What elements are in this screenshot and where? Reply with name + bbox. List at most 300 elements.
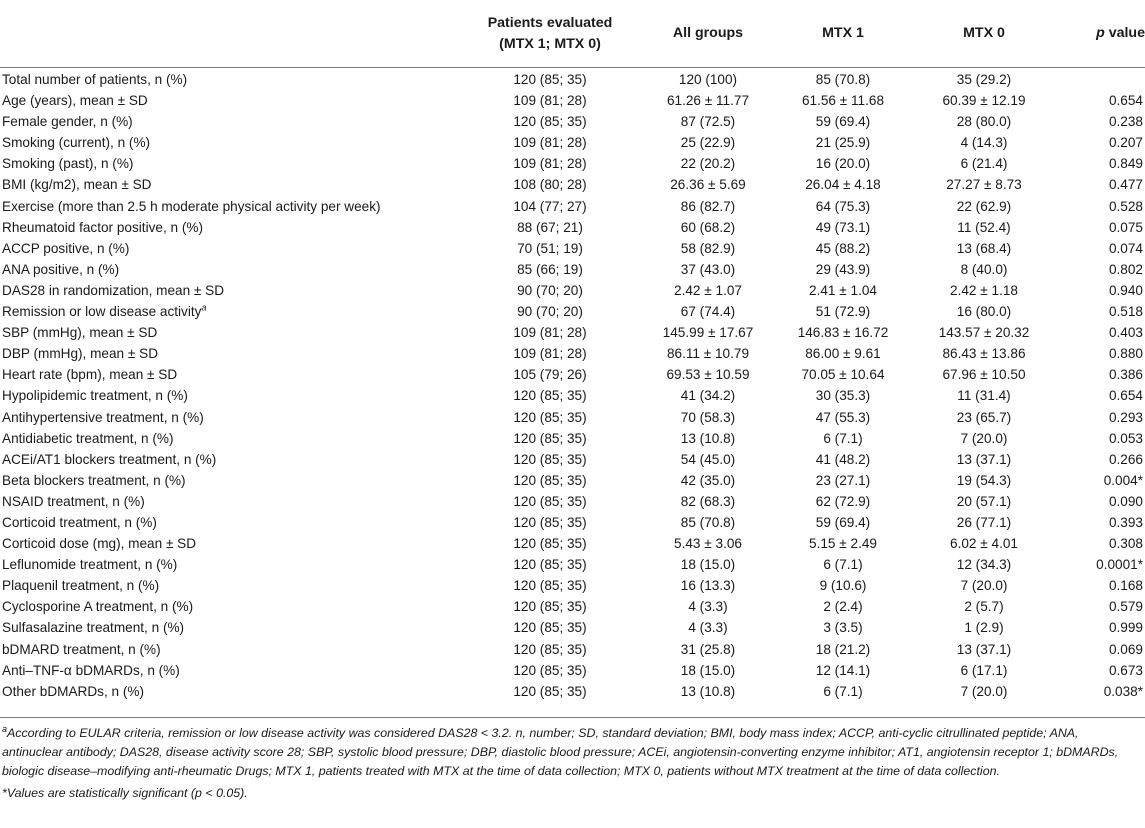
- cell-p-value: [1050, 575, 1145, 596]
- cell-all-groups: [648, 617, 768, 638]
- cell-mtx0: [918, 322, 1050, 343]
- cell-evaluated: [452, 491, 648, 512]
- cell-evaluated-text: 120 (85; 35): [513, 493, 587, 509]
- cell-mtx0-text: 143.57 ± 20.32: [938, 325, 1030, 341]
- row-label-text: SBP (mmHg), mean ± SD: [2, 325, 158, 341]
- cell-mtx0: [918, 639, 1050, 660]
- table-row: [0, 407, 1145, 428]
- data-table-body: [0, 69, 1145, 702]
- cell-p-value: [1050, 174, 1145, 195]
- cell-mtx1: [768, 69, 918, 90]
- cell-evaluated-text: 120 (85; 35): [513, 599, 587, 615]
- cell-p-value-text: 0.293: [1108, 409, 1143, 425]
- cell-mtx1-text: 86.00 ± 9.61: [805, 346, 881, 362]
- header-mtx0: MTX 0: [963, 25, 1005, 41]
- cell-all-groups: [648, 301, 768, 322]
- footnote-a-marker: a: [2, 723, 8, 734]
- cell-mtx0-text: 12 (34.3): [956, 557, 1012, 573]
- cell-mtx1: [768, 217, 918, 238]
- cell-all-groups: [648, 407, 768, 428]
- cell-mtx1: [768, 596, 918, 617]
- cell-evaluated-text: 120 (85; 35): [513, 620, 587, 636]
- cell-mtx0-text: 60.39 ± 12.19: [942, 93, 1026, 109]
- row-label: [0, 132, 452, 153]
- header-p-italic: p: [1096, 25, 1105, 41]
- row-label: [0, 660, 452, 681]
- table-row: [0, 280, 1145, 301]
- cell-all-groups: [648, 196, 768, 217]
- cell-mtx0-text: 8 (40.0): [960, 261, 1008, 277]
- row-label: [0, 681, 452, 702]
- cell-mtx0-text: 13 (68.4): [956, 240, 1012, 256]
- cell-mtx0-text: 23 (65.7): [956, 409, 1012, 425]
- header-mtx1: MTX 1: [822, 25, 864, 41]
- cell-all-groups: [648, 575, 768, 596]
- cell-p-value-text: 0.403: [1108, 325, 1143, 341]
- cell-all-groups-text: 13 (10.8): [680, 430, 736, 446]
- cell-mtx0: [918, 428, 1050, 449]
- table-row: [0, 533, 1145, 554]
- cell-all-groups: [648, 554, 768, 575]
- cell-all-groups: [648, 238, 768, 259]
- table-row: [0, 364, 1145, 385]
- row-label-text: Smoking (past), n (%): [2, 156, 134, 172]
- cell-evaluated: [452, 575, 648, 596]
- cell-p-value: [1050, 90, 1145, 111]
- cell-p-value: [1050, 596, 1145, 617]
- data-table: [0, 69, 1145, 702]
- cell-mtx0: [918, 153, 1050, 174]
- cell-evaluated-text: 109 (81; 28): [513, 93, 587, 109]
- row-label-text: Other bDMARDs, n (%): [2, 683, 145, 699]
- table-row: [0, 385, 1145, 406]
- cell-mtx0: [918, 660, 1050, 681]
- cell-mtx1: [768, 428, 918, 449]
- cell-mtx1-text: 51 (72.9): [815, 304, 871, 320]
- cell-mtx0-text: 4 (14.3): [960, 135, 1008, 151]
- row-label: [0, 90, 452, 111]
- cell-mtx0: [918, 491, 1050, 512]
- cell-p-value-text: 0.266: [1108, 451, 1143, 467]
- cell-evaluated-text: 120 (85; 35): [513, 114, 587, 130]
- cell-mtx1: [768, 639, 918, 660]
- row-label-text: Beta blockers treatment, n (%): [2, 472, 186, 488]
- cell-mtx1: [768, 153, 918, 174]
- cell-mtx1: [768, 322, 918, 343]
- cell-evaluated-text: 109 (81; 28): [513, 346, 587, 362]
- row-label: [0, 301, 452, 322]
- cell-mtx0-text: 7 (20.0): [960, 578, 1008, 594]
- row-label: [0, 385, 452, 406]
- cell-all-groups: [648, 470, 768, 491]
- cell-evaluated: [452, 533, 648, 554]
- table-bottom-rule: [0, 717, 1145, 718]
- row-label-text: Exercise (more than 2.5 h moderate physical activity per week): [2, 198, 381, 214]
- cell-all-groups-text: 25 (22.9): [680, 135, 736, 151]
- cell-p-value: [1050, 639, 1145, 660]
- cell-mtx0: [918, 470, 1050, 491]
- cell-mtx1-text: 47 (55.3): [815, 409, 871, 425]
- cell-p-value-text: 0.069: [1108, 641, 1143, 657]
- table-row: [0, 132, 1145, 153]
- cell-all-groups: [648, 132, 768, 153]
- cell-mtx0: [918, 174, 1050, 195]
- cell-p-value-text: 0.074: [1108, 240, 1143, 256]
- footnote-marker: a: [201, 302, 207, 313]
- cell-all-groups-text: 86.11 ± 10.79: [666, 346, 750, 362]
- table-row: [0, 428, 1145, 449]
- row-label-text: ACEi/AT1 blockers treatment, n (%): [2, 451, 217, 467]
- cell-mtx0: [918, 407, 1050, 428]
- row-label: [0, 69, 452, 90]
- cell-p-value: [1050, 491, 1145, 512]
- cell-mtx1: [768, 660, 918, 681]
- row-label: [0, 153, 452, 174]
- cell-mtx0-text: 6.02 ± 4.01: [950, 536, 1018, 552]
- cell-all-groups-text: 69.53 ± 10.59: [666, 367, 750, 383]
- cell-p-value-text: 0.999: [1108, 620, 1143, 636]
- cell-mtx1-text: 62 (72.9): [815, 493, 871, 509]
- cell-all-groups: [648, 259, 768, 280]
- cell-mtx0-text: 7 (20.0): [960, 683, 1008, 699]
- cell-mtx1-text: 3 (3.5): [823, 620, 863, 636]
- cell-evaluated: [452, 69, 648, 90]
- cell-evaluated: [452, 639, 648, 660]
- cell-evaluated: [452, 90, 648, 111]
- cell-mtx1: [768, 681, 918, 702]
- table-row: [0, 617, 1145, 638]
- cell-all-groups: [648, 428, 768, 449]
- row-label-text: Plaquenil treatment, n (%): [2, 578, 160, 594]
- cell-mtx0-text: 35 (29.2): [956, 72, 1012, 87]
- table-row: [0, 174, 1145, 195]
- cell-evaluated-text: 120 (85; 35): [513, 662, 587, 678]
- row-label-text: Heart rate (bpm), mean ± SD: [2, 367, 178, 383]
- cell-all-groups: [648, 322, 768, 343]
- cell-mtx0-text: 13 (37.1): [956, 451, 1012, 467]
- row-label: [0, 238, 452, 259]
- cell-mtx0: [918, 217, 1050, 238]
- table-row: [0, 343, 1145, 364]
- row-label-text: DAS28 in randomization, mean ± SD: [2, 282, 225, 298]
- cell-all-groups-text: 16 (13.3): [680, 578, 736, 594]
- cell-mtx1-text: 9 (10.6): [819, 578, 867, 594]
- row-label: [0, 512, 452, 533]
- cell-p-value-text: 0.518: [1108, 304, 1143, 320]
- row-label-text: NSAID treatment, n (%): [2, 493, 145, 509]
- cell-mtx0: [918, 196, 1050, 217]
- cell-all-groups: [648, 512, 768, 533]
- row-label-text: Remission or low disease activity: [2, 304, 202, 320]
- table-row: [0, 470, 1145, 491]
- cell-evaluated: [452, 407, 648, 428]
- cell-p-value-text: 0.528: [1108, 198, 1143, 214]
- cell-evaluated-text: 120 (85; 35): [513, 683, 587, 699]
- cell-all-groups-text: 85 (70.8): [680, 514, 736, 530]
- table-row: [0, 639, 1145, 660]
- cell-p-value: [1050, 132, 1145, 153]
- cell-mtx0: [918, 385, 1050, 406]
- cell-mtx0-text: 6 (21.4): [960, 156, 1008, 172]
- cell-mtx1-text: 12 (14.1): [815, 662, 871, 678]
- cell-mtx0-text: 11 (31.4): [957, 388, 1011, 404]
- cell-all-groups: [648, 174, 768, 195]
- cell-evaluated-text: 120 (85; 35): [513, 557, 587, 573]
- cell-mtx1-text: 2 (2.4): [823, 599, 863, 615]
- cell-mtx1: [768, 533, 918, 554]
- cell-p-value-text: 0.038*: [1103, 683, 1143, 699]
- row-label-text: Corticoid treatment, n (%): [2, 514, 157, 530]
- cell-all-groups-text: 5.43 ± 3.06: [674, 536, 742, 552]
- table-row: [0, 69, 1145, 90]
- cell-all-groups-text: 61.26 ± 11.77: [666, 93, 750, 109]
- cell-p-value-text: 0.673: [1108, 662, 1143, 678]
- cell-all-groups-text: 120 (100): [678, 72, 738, 87]
- table-row: [0, 111, 1145, 132]
- cell-all-groups-text: 26.36 ± 5.69: [670, 177, 746, 193]
- cell-evaluated-text: 70 (51; 19): [517, 240, 583, 256]
- table-row: [0, 554, 1145, 575]
- table-row: [0, 681, 1145, 702]
- cell-p-value: [1050, 111, 1145, 132]
- cell-mtx1-text: 45 (88.2): [815, 240, 871, 256]
- row-label: [0, 449, 452, 470]
- cell-mtx0: [918, 364, 1050, 385]
- row-label: [0, 596, 452, 617]
- cell-all-groups-text: 4 (3.3): [688, 620, 728, 636]
- row-label: [0, 533, 452, 554]
- cell-all-groups-text: 41 (34.2): [680, 388, 736, 404]
- cell-all-groups: [648, 660, 768, 681]
- cell-all-groups: [648, 280, 768, 301]
- row-label: [0, 407, 452, 428]
- row-label: [0, 174, 452, 195]
- cell-evaluated-text: 120 (85; 35): [513, 472, 587, 488]
- cell-mtx1: [768, 132, 918, 153]
- cell-all-groups-text: 67 (74.4): [680, 304, 736, 320]
- cell-mtx0: [918, 512, 1050, 533]
- cell-mtx1: [768, 407, 918, 428]
- row-label-text: BMI (kg/m2), mean ± SD: [2, 177, 152, 193]
- cell-evaluated: [452, 238, 648, 259]
- row-label: [0, 280, 452, 301]
- cell-p-value-text: 0.654: [1108, 388, 1143, 404]
- cell-all-groups: [648, 111, 768, 132]
- cell-mtx0-text: 20 (57.1): [956, 493, 1012, 509]
- cell-mtx0: [918, 449, 1050, 470]
- cell-mtx1-text: 16 (20.0): [815, 156, 871, 172]
- cell-mtx0-text: 22 (62.9): [956, 198, 1012, 214]
- cell-evaluated-text: 88 (67; 21): [517, 219, 583, 235]
- cell-mtx1: [768, 111, 918, 132]
- cell-p-value-text: 0.075: [1108, 219, 1143, 235]
- cell-p-value-text: 0.053: [1108, 430, 1143, 446]
- cell-mtx1-text: 29 (43.9): [815, 261, 871, 277]
- cell-p-value-text: 0.090: [1108, 493, 1143, 509]
- cell-p-value-text: 0.168: [1108, 578, 1143, 594]
- cell-evaluated: [452, 301, 648, 322]
- row-label-text: Corticoid dose (mg), mean ± SD: [2, 536, 197, 552]
- cell-mtx0-text: 13 (37.1): [956, 641, 1012, 657]
- row-label-text: ACCP positive, n (%): [2, 240, 130, 256]
- cell-evaluated: [452, 554, 648, 575]
- cell-p-value: [1050, 617, 1145, 638]
- cell-mtx1-text: 30 (35.3): [815, 388, 871, 404]
- cell-evaluated: [452, 259, 648, 280]
- cell-all-groups-text: 18 (15.0): [680, 557, 736, 573]
- row-label: [0, 259, 452, 280]
- cell-evaluated-text: 109 (81; 28): [513, 135, 587, 151]
- cell-all-groups: [648, 533, 768, 554]
- cell-p-value: [1050, 470, 1145, 491]
- cell-mtx1-text: 23 (27.1): [815, 472, 871, 488]
- cell-all-groups-text: 4 (3.3): [688, 599, 728, 615]
- cell-mtx0: [918, 681, 1050, 702]
- cell-mtx0: [918, 69, 1050, 90]
- cell-evaluated: [452, 111, 648, 132]
- cell-mtx1-text: 64 (75.3): [815, 198, 871, 214]
- row-label: [0, 111, 452, 132]
- cell-evaluated: [452, 428, 648, 449]
- cell-p-value: [1050, 512, 1145, 533]
- cell-mtx0: [918, 90, 1050, 111]
- cell-evaluated: [452, 217, 648, 238]
- cell-evaluated-text: 120 (85; 35): [513, 578, 587, 594]
- table-row: [0, 196, 1145, 217]
- table-row: [0, 301, 1145, 322]
- header-evaluated: [452, 0, 648, 67]
- cell-p-value: [1050, 681, 1145, 702]
- cell-mtx1-text: 61.56 ± 11.68: [801, 93, 885, 109]
- cell-all-groups: [648, 343, 768, 364]
- cell-all-groups-text: 18 (15.0): [680, 662, 736, 678]
- cell-mtx0-text: 86.43 ± 13.86: [942, 346, 1026, 362]
- cell-mtx0: [918, 343, 1050, 364]
- cell-mtx0-text: 1 (2.9): [964, 620, 1004, 636]
- table-row: [0, 238, 1145, 259]
- cell-mtx1: [768, 617, 918, 638]
- cell-all-groups: [648, 449, 768, 470]
- row-label-text: Antihypertensive treatment, n (%): [2, 409, 204, 425]
- cell-p-value: [1050, 322, 1145, 343]
- cell-mtx1-text: 6 (7.1): [823, 683, 863, 699]
- cell-mtx1-text: 41 (48.2): [815, 451, 871, 467]
- cell-mtx1: [768, 512, 918, 533]
- cell-evaluated-text: 120 (85; 35): [513, 72, 587, 87]
- cell-p-value: [1050, 660, 1145, 681]
- table-row: [0, 322, 1145, 343]
- cell-p-value-text: 0.849: [1108, 156, 1143, 172]
- cell-p-value: [1050, 153, 1145, 174]
- cell-p-value: [1050, 196, 1145, 217]
- cell-evaluated-text: 120 (85; 35): [513, 409, 587, 425]
- cell-evaluated: [452, 174, 648, 195]
- cell-mtx1: [768, 470, 918, 491]
- cell-mtx1-text: 85 (70.8): [815, 72, 871, 87]
- cell-all-groups: [648, 491, 768, 512]
- row-label-text: Sulfasalazine treatment, n (%): [2, 620, 185, 636]
- cell-evaluated-text: 120 (85; 35): [513, 388, 587, 404]
- cell-all-groups: [648, 217, 768, 238]
- row-label: [0, 322, 452, 343]
- cell-evaluated-text: 120 (85; 35): [513, 430, 587, 446]
- cell-mtx1-text: 59 (69.4): [815, 514, 871, 530]
- cell-mtx0: [918, 533, 1050, 554]
- cell-mtx0: [918, 596, 1050, 617]
- row-label-text: DBP (mmHg), mean ± SD: [2, 346, 159, 362]
- cell-all-groups-text: 37 (43.0): [680, 261, 736, 277]
- cell-mtx1-text: 59 (69.4): [815, 114, 871, 130]
- cell-p-value-text: 0.0001*: [1096, 557, 1143, 573]
- cell-evaluated: [452, 280, 648, 301]
- cell-mtx1-text: 49 (73.1): [815, 219, 871, 235]
- cell-p-value-text: 0.386: [1108, 367, 1143, 383]
- cell-all-groups: [648, 69, 768, 90]
- cell-p-value: [1050, 449, 1145, 470]
- cell-p-value: [1050, 407, 1145, 428]
- cell-p-value-text: 0.308: [1108, 536, 1143, 552]
- cell-mtx0: [918, 132, 1050, 153]
- cell-all-groups: [648, 596, 768, 617]
- footnote-significance: *Values are statistically significant (p < 0.05).: [2, 786, 248, 800]
- header-p-value: [1050, 0, 1145, 67]
- cell-p-value-text: 0.654: [1108, 93, 1143, 109]
- cell-mtx0-text: 28 (80.0): [956, 114, 1012, 130]
- cell-mtx0-text: 7 (20.0): [960, 430, 1008, 446]
- cell-p-value: [1050, 217, 1145, 238]
- cell-all-groups: [648, 681, 768, 702]
- cell-mtx1-text: 18 (21.2): [815, 641, 871, 657]
- cell-evaluated: [452, 617, 648, 638]
- cell-all-groups-text: 87 (72.5): [680, 114, 736, 130]
- cell-p-value: [1050, 301, 1145, 322]
- cell-p-value-text: 0.004*: [1103, 472, 1143, 488]
- cell-all-groups: [648, 90, 768, 111]
- cell-p-value: [1050, 69, 1145, 90]
- row-label: [0, 554, 452, 575]
- cell-mtx1: [768, 90, 918, 111]
- cell-mtx0: [918, 301, 1050, 322]
- cell-all-groups: [648, 639, 768, 660]
- cell-evaluated-text: 105 (79; 26): [513, 367, 587, 383]
- cell-evaluated: [452, 153, 648, 174]
- cell-mtx0-text: 6 (17.1): [960, 662, 1008, 678]
- cell-evaluated: [452, 322, 648, 343]
- cell-all-groups-text: 54 (45.0): [680, 451, 736, 467]
- cell-all-groups-text: 2.42 ± 1.07: [674, 282, 742, 298]
- table-row: [0, 259, 1145, 280]
- cell-mtx1: [768, 301, 918, 322]
- cell-evaluated: [452, 385, 648, 406]
- cell-all-groups-text: 60 (68.2): [680, 219, 736, 235]
- cell-evaluated: [452, 343, 648, 364]
- cell-evaluated: [452, 660, 648, 681]
- cell-mtx1: [768, 343, 918, 364]
- cell-all-groups-text: 86 (82.7): [680, 198, 736, 214]
- cell-mtx1: [768, 554, 918, 575]
- header-rule: [0, 67, 1145, 68]
- footnote-a: [2, 724, 1142, 781]
- cell-all-groups: [648, 385, 768, 406]
- cell-p-value-text: 0.579: [1108, 599, 1143, 615]
- cell-p-value: [1050, 385, 1145, 406]
- cell-mtx0: [918, 280, 1050, 301]
- cell-mtx0-text: 2 (5.7): [964, 599, 1004, 615]
- cell-evaluated: [452, 132, 648, 153]
- cell-evaluated: [452, 196, 648, 217]
- cell-mtx0: [918, 575, 1050, 596]
- row-label: [0, 343, 452, 364]
